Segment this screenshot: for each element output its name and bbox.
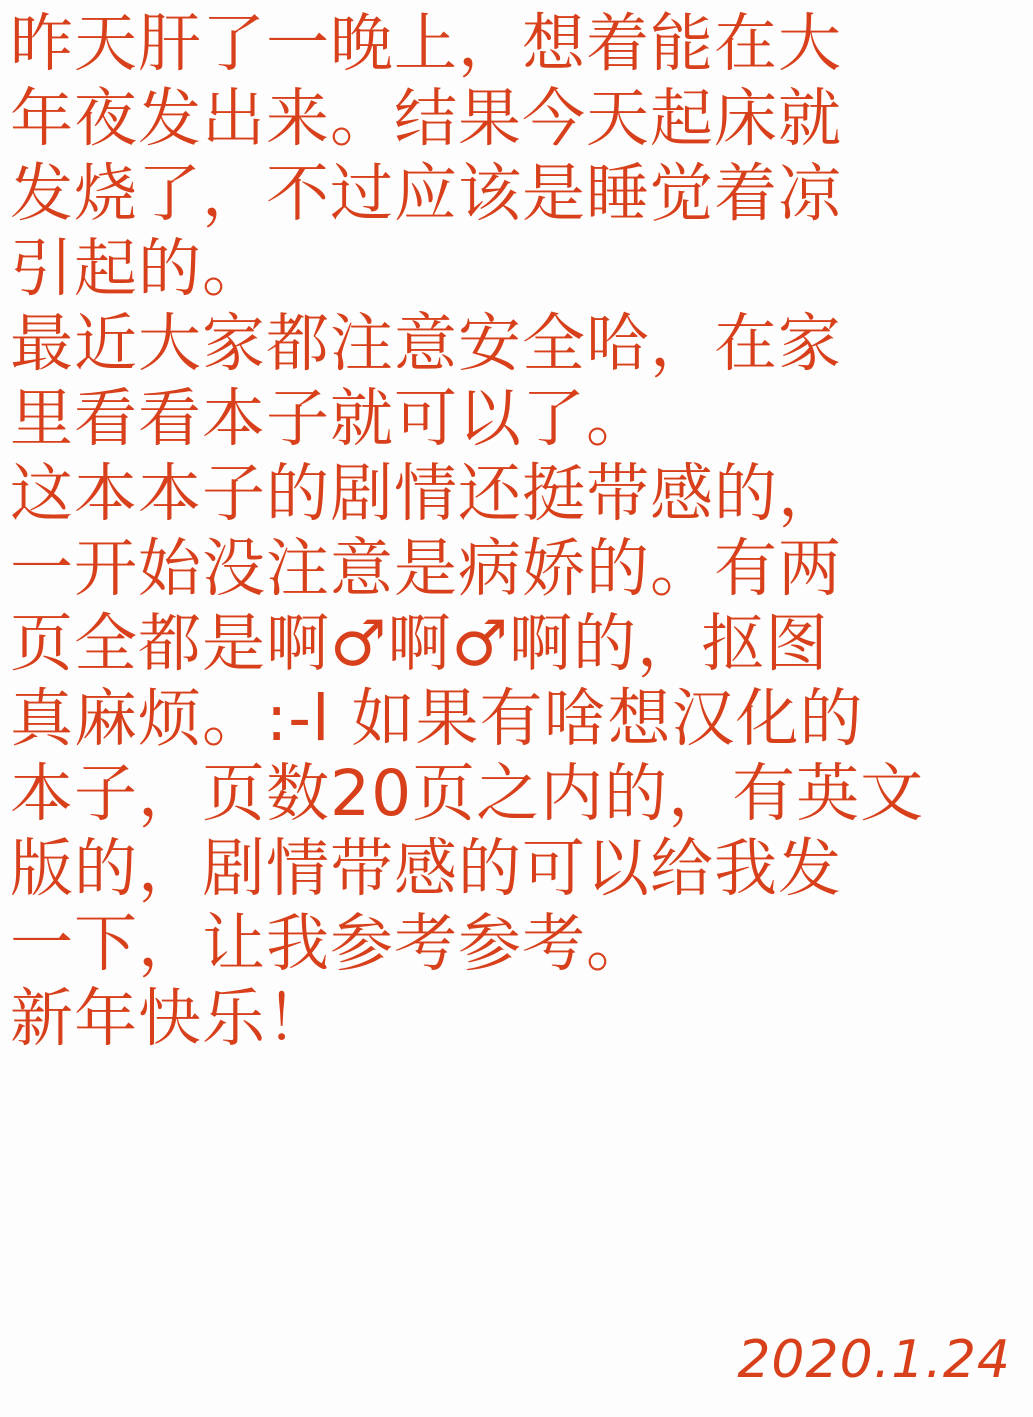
note-line: 引起的。 — [10, 232, 266, 305]
note-line: 版的，剧情带感的可以给我发 — [10, 832, 842, 905]
note-line: 最近大家都注意安全哈，在家 — [10, 307, 842, 380]
note-line: 昨天肝了一晚上，想着能在大 — [10, 7, 842, 80]
note-line: 新年快乐！ — [10, 982, 330, 1055]
note-line: 年夜发出来。结果今天起床就 — [10, 82, 842, 155]
note-line: 这本本子的剧情还挺带感的， — [10, 457, 842, 530]
note-text-block — [10, 6, 1020, 1056]
note-line: 真麻烦。:-l 如果有啥想汉化的 — [10, 682, 864, 755]
note-line: 发烧了，不过应该是睡觉着凉 — [10, 157, 842, 230]
note-line: 本子，页数20页之内的，有英文 — [10, 757, 925, 830]
note-line: 一开始没注意是病娇的。有两 — [10, 532, 842, 605]
note-date: 2020.1.24 — [737, 1330, 1011, 1390]
note-line: 页全都是啊♂啊♂啊的，抠图 — [10, 607, 829, 680]
note-line: 一下，让我参考参考。 — [10, 907, 650, 980]
note-line: 里看看本子就可以了。 — [10, 382, 650, 455]
